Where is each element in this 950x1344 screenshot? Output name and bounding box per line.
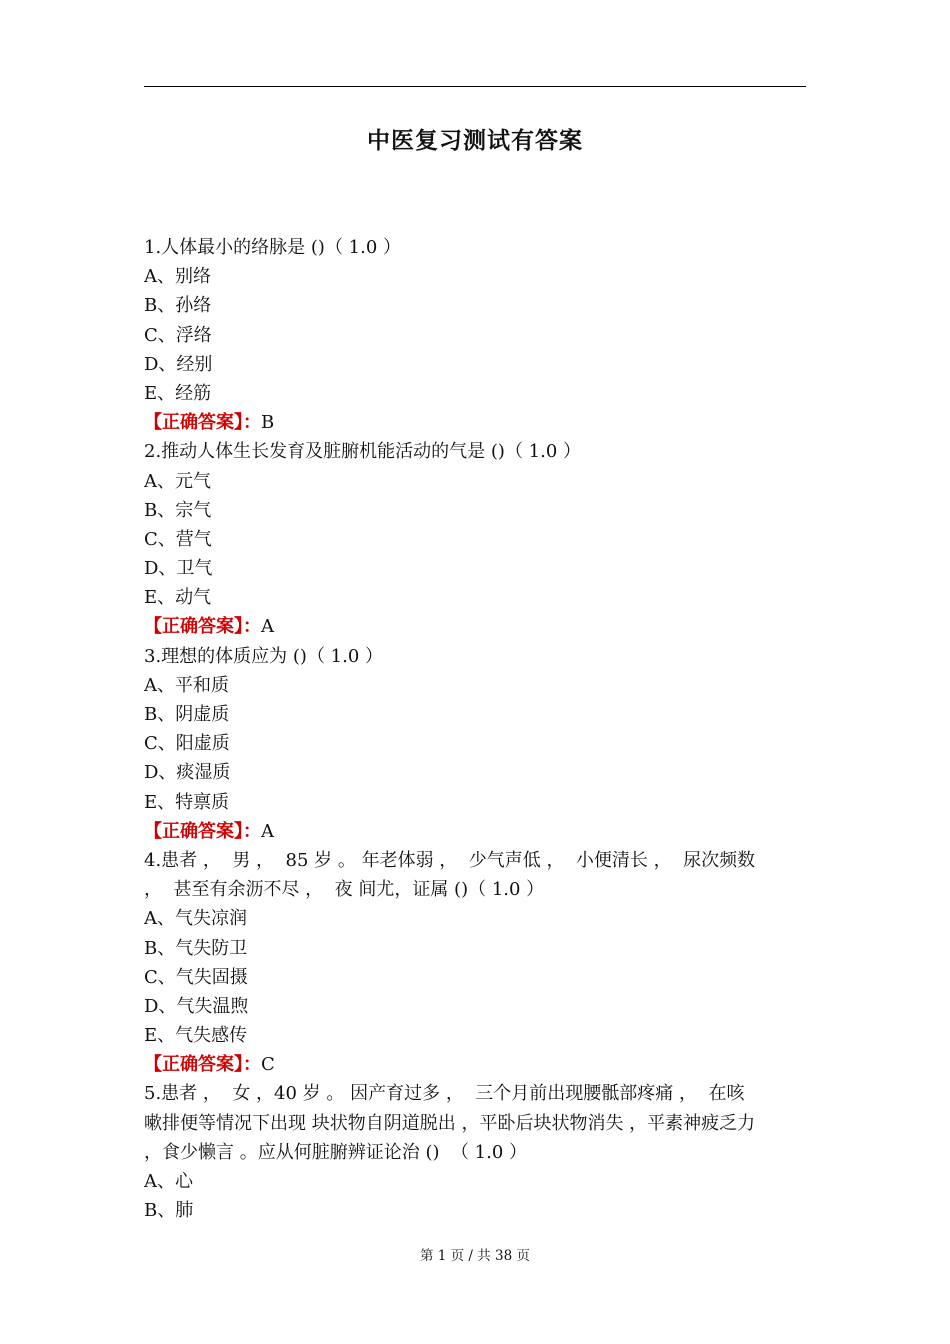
correct-answer-value: A: [261, 820, 274, 842]
answer-option: A、元气: [144, 470, 211, 492]
answer-option: A、气失凉润: [144, 908, 247, 930]
answer-option: B、孙络: [144, 295, 212, 317]
answer-option: B、阴虚质: [144, 704, 230, 725]
question-stem: 4.患者 ， 男 ， 85 岁 。 年老体弱 ， 少气声低 ， 小便清长 ， 尿次频数: [144, 849, 756, 871]
answer-option: C、浮络: [144, 324, 212, 346]
correct-answer-label: 【正确答案】：: [144, 616, 261, 638]
question-stem: 5.患者 ， 女 ，40 岁 。 因产育过多 ， 三个月前出现腰骶部疼痛 ， 在咳: [144, 1083, 745, 1105]
answer-option: A、平和质: [144, 674, 229, 696]
answer-option: B、宗气: [144, 499, 212, 521]
question-stem: ， 甚至有余沥不尽 ， 夜 间尤，证属 ()（ 1.0 ）: [144, 879, 545, 901]
question-stem: 3.理想的体质应为 ()（ 1.0 ）: [144, 645, 384, 667]
question-list: [144, 233, 806, 1225]
answer-option: C、阳虚质: [144, 733, 230, 755]
answer-option: E、气失感传: [144, 1025, 248, 1047]
correct-answer-value: A: [261, 616, 274, 638]
document-title: 中医复习测试有答案: [367, 128, 583, 154]
answer-option: E、经筋: [144, 382, 212, 404]
correct-answer-value: C: [261, 1054, 275, 1076]
correct-answer-row: [144, 1050, 806, 1079]
question-stem: 嗽排便等情况下出现 块状物自阴道脱出 ，平卧后块状物消失 ，平素神疲乏力: [144, 1112, 756, 1134]
header-rule: [144, 86, 806, 87]
answer-option: E、动气: [144, 587, 212, 609]
question-stem: 2.推动人体生长发育及脏腑机能活动的气是 ()（ 1.0 ）: [144, 441, 582, 463]
answer-option: E、特禀质: [144, 791, 230, 813]
answer-option: D、气失温煦: [144, 995, 249, 1017]
answer-option: D、经别: [144, 353, 213, 375]
answer-option: B、气失防卫: [144, 937, 248, 959]
answer-option: D、痰湿质: [144, 762, 231, 784]
correct-answer-row: [144, 817, 806, 846]
correct-answer-value: B: [261, 412, 275, 434]
correct-answer-row: [144, 612, 806, 641]
answer-option: D、卫气: [144, 558, 213, 580]
answer-option: C、气失固摄: [144, 966, 248, 988]
answer-option: A、心: [144, 1171, 193, 1192]
question-stem: ，食少懒言 。应从何脏腑辨证论治 () （ 1.0 ）: [144, 1141, 527, 1163]
correct-answer-label: 【正确答案】：: [144, 820, 261, 842]
page-number-footer: 第 1 页 / 共 38 页: [419, 1248, 531, 1264]
correct-answer-row: [144, 408, 806, 437]
correct-answer-label: 【正确答案】：: [144, 412, 261, 434]
answer-option: B、肺: [144, 1200, 194, 1222]
answer-option: A、别络: [144, 266, 211, 288]
question-stem: 1.人体最小的络脉是 ()（ 1.0 ）: [144, 237, 402, 258]
answer-option: C、营气: [144, 528, 212, 550]
correct-answer-label: 【正确答案】：: [144, 1054, 261, 1076]
